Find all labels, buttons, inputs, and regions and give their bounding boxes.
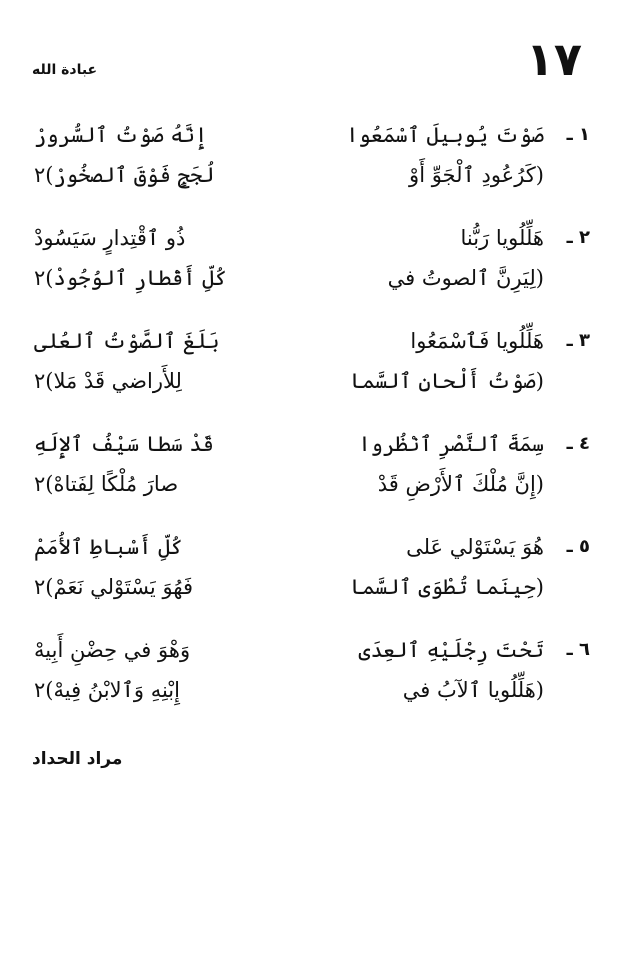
stanza-4 xyxy=(30,427,590,530)
refrain-first-hemistich: (كَرُعُودِ ٱلْجَوِّ أَوْ xyxy=(409,163,544,187)
verse-first-hemistich: صَوْتَ يُوبيلَ ٱسْمَعُوا xyxy=(346,123,544,147)
refrain-first-hemistich: (هَلِّلُويا ٱلآبُ في xyxy=(402,678,544,702)
author-name: مراد الحداد xyxy=(32,749,123,769)
verse-first-hemistich: تَحْتَ رِجْلَيْهِ ٱلعِدَى xyxy=(358,638,544,662)
verse-first-hemistich: هَلِّلُويا رَبُّنا xyxy=(460,226,544,250)
stanza-6 xyxy=(30,633,590,736)
stanza-number: ٢ ـ xyxy=(566,227,590,248)
verse-line xyxy=(34,633,544,667)
verse-line xyxy=(34,221,544,255)
refrain-first-hemistich: (لِيَرِنَّ ٱلصوتُ في xyxy=(387,266,544,290)
verse-line xyxy=(34,427,544,461)
refrain-first-hemistich: (إِنَّ مُلْكَ ٱلأَرْضِ قَدْ xyxy=(377,472,544,496)
refrain-second-hemistich: لُجَجٍ فَوْقَ ٱلصخُورْ)٢ xyxy=(34,163,215,187)
refrain-first-hemistich: (صَوْتُ أَلْحانِ ٱلسَّما xyxy=(350,369,544,393)
verse-second-hemistich: كُلِّ أَسْباطِ ٱلأُمَمْ xyxy=(34,535,183,559)
stanza-number: ٦ ـ xyxy=(566,639,590,660)
verse-second-hemistich: بَلَغَ ٱلصَّوْتُ ٱلعُلى xyxy=(34,329,220,353)
page-number: ١٧ xyxy=(525,32,582,86)
stanza-number: ٥ ـ xyxy=(566,536,590,557)
stanza-number: ٤ ـ xyxy=(566,433,590,454)
hymn-title: عبادة الله xyxy=(32,62,98,78)
stanza-2 xyxy=(30,221,590,324)
refrain-second-hemistich: فَهُوَ يَسْتَوْلي نَعَمْ)٢ xyxy=(34,575,194,599)
refrain-line xyxy=(34,467,544,501)
verse-second-hemistich: ذُو ٱقْتِدارٍ سَيَسُودْ xyxy=(34,226,186,250)
stanza-number: ٣ ـ xyxy=(566,330,590,351)
stanza-number: ١ ـ xyxy=(566,124,590,145)
refrain-second-hemistich: كُلِّ أَقْطارِ ٱلوُجُودْ)٢ xyxy=(34,266,227,290)
verse-first-hemistich: سِمَةَ ٱلنَّصْرِ ٱنْظُروا xyxy=(358,432,544,456)
refrain-second-hemistich: إِبْنِهِ وَٱلابْنُ فِيهْ)٢ xyxy=(34,678,180,702)
verse-first-hemistich: هُوَ يَسْتَوْلي عَلى xyxy=(406,535,544,559)
refrain-second-hemistich: صارَ مُلْكًا لِفَتاهْ)٢ xyxy=(34,472,179,496)
stanza-1 xyxy=(30,118,590,221)
refrain-second-hemistich: لِلأَراضي قَدْ مَلا)٢ xyxy=(34,369,182,393)
refrain-line xyxy=(34,364,544,398)
stanza-3 xyxy=(30,324,590,427)
verse-second-hemistich: قَدْ سَطا سَيْفُ ٱلإِلَهِ xyxy=(34,432,214,456)
refrain-line xyxy=(34,158,544,192)
refrain-line xyxy=(34,261,544,295)
verse-second-hemistich: وَهْوَ في حِضْنِ أَبِيهْ xyxy=(34,638,191,662)
stanza-5 xyxy=(30,530,590,633)
verse-line xyxy=(34,118,544,152)
verse-line xyxy=(34,530,544,564)
refrain-line xyxy=(34,673,544,707)
verse-second-hemistich: إِنَّهُ صَوْتُ ٱلسُّرورْ xyxy=(34,123,208,147)
verse-line xyxy=(34,324,544,358)
refrain-first-hemistich: (حِينَما تُطْوَى ٱلسَّما xyxy=(350,575,544,599)
hymn-body xyxy=(30,118,590,736)
verse-first-hemistich: هَلِّلُويا فَٱسْمَعُوا xyxy=(410,329,544,353)
refrain-line xyxy=(34,570,544,604)
